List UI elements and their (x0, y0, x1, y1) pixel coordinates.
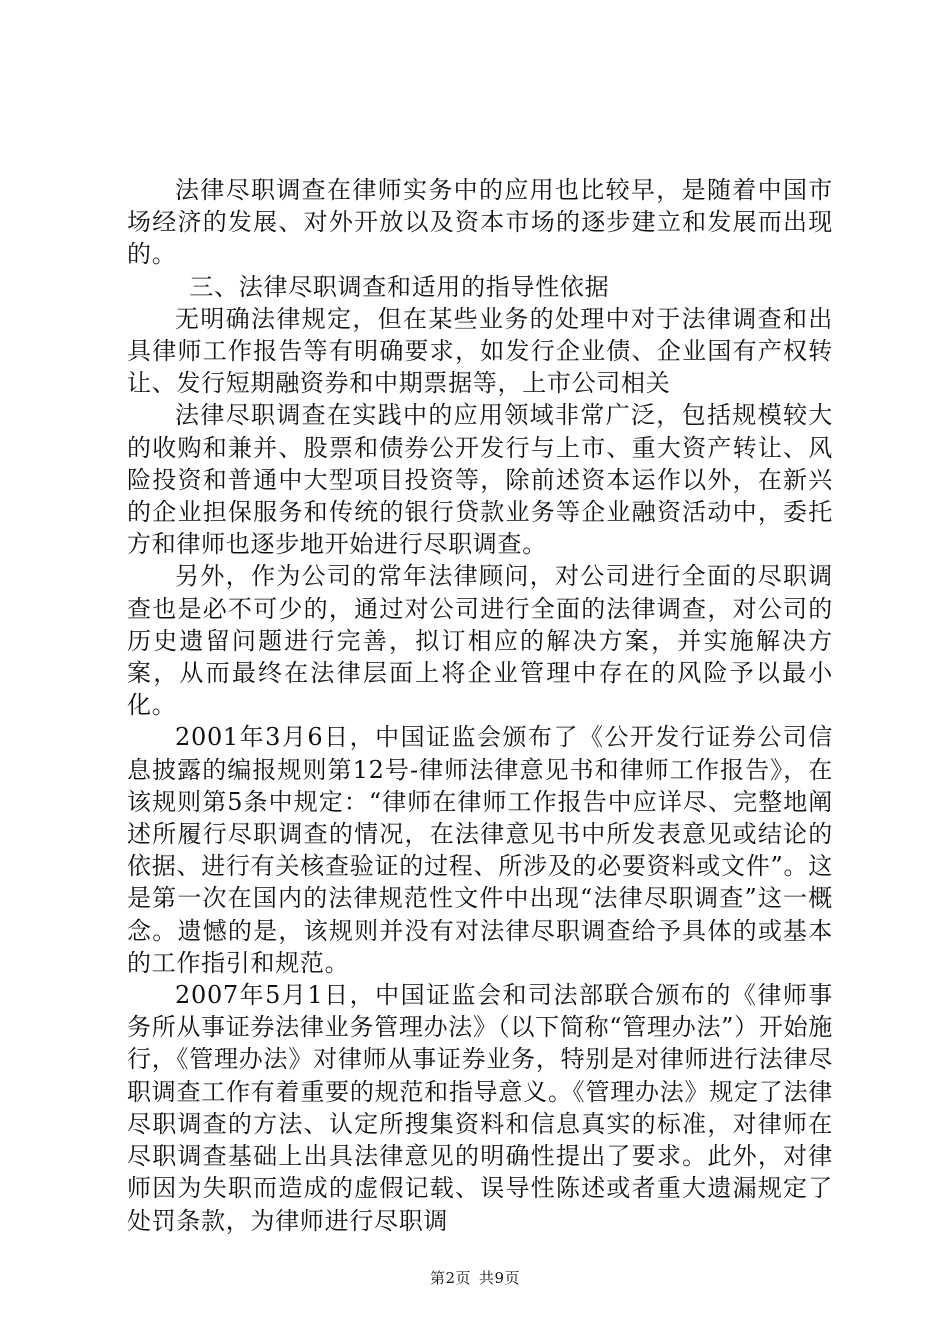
page-total: 共9页 (479, 1269, 521, 1287)
paragraph-6: 2007年5月1日，中国证监会和司法部联合颁布的《律师事务所从事证券法律业务管理办法》（以下简称“管理办法”）开始施行，《管理办法》对律师从事证券业务，特别是对律师进行法律尽职调查工作有着重要的规范和指导意义。《管理办法》规定了法律尽职调查的方法、认定所搜集资料和信息真实的标准，对律师在尽职调查基础上出具法律意见的明确性提出了要求。此外，对律师因为失职而造成的虚假记载、误导性陈述或者重大遗漏规定了处罚条款，为律师进行尽职调 (127, 981, 833, 1235)
paragraph-5: 2001年3月6日，中国证监会颁布了《公开发行证券公司信息披露的编报规则第12号-律师法律意见书和律师工作报告》，在该规则第5条中规定：“律师在律师工作报告中应详尽、完整地阐述所履行尽职调查的情况，在法律意见书中所发表意见或结论的依据、进行有关核查验证的过程、所涉及的必要资料或文件”。这是第一次在国内的法律规范性文件中出现“法律尽职调查”这一概念。遗憾的是，该规则并没有对法律尽职调查给予具体的或基本的工作指引和规范。 (127, 723, 833, 977)
paragraph-3: 法律尽职调查在实践中的应用领域非常广泛，包括规模较大的收购和兼并、股票和债券公开发行与上市、重大资产转让、风险投资和普通中大型项目投资等，除前述资本运作以外，在新兴的企业担保服务和传统的银行贷款业务等企业融资活动中，委托方和律师也逐步地开始进行尽职调查。 (127, 401, 833, 559)
paragraph-4: 另外，作为公司的常年法律顾问，对公司进行全面的尽职调查也是必不可少的，通过对公司进行全面的法律调查，对公司的历史遗留问题进行完善，拟订相应的解决方案，并实施解决方案，从而最终在法律层面上将企业管理中存在的风险予以最小化。 (127, 562, 833, 720)
document-body (127, 174, 833, 1237)
section-heading: 三、法律尽职调查和适用的指导性依据 (189, 272, 610, 301)
paragraph-2: 无明确法律规定，但在某些业务的处理中对于法律调查和出具律师工作报告等有明确要求，如发行企业债、企业国有产权转让、发行短期融资券和中期票据等，上市公司相关 (127, 304, 833, 398)
page-number: 第2页 (429, 1269, 471, 1287)
paragraph-1: 法律尽职调查在律师实务中的应用也比较早，是随着中国市场经济的发展、对外开放以及资本市场的逐步建立和发展而出现的。 (127, 176, 833, 269)
page-footer (0, 1268, 950, 1288)
